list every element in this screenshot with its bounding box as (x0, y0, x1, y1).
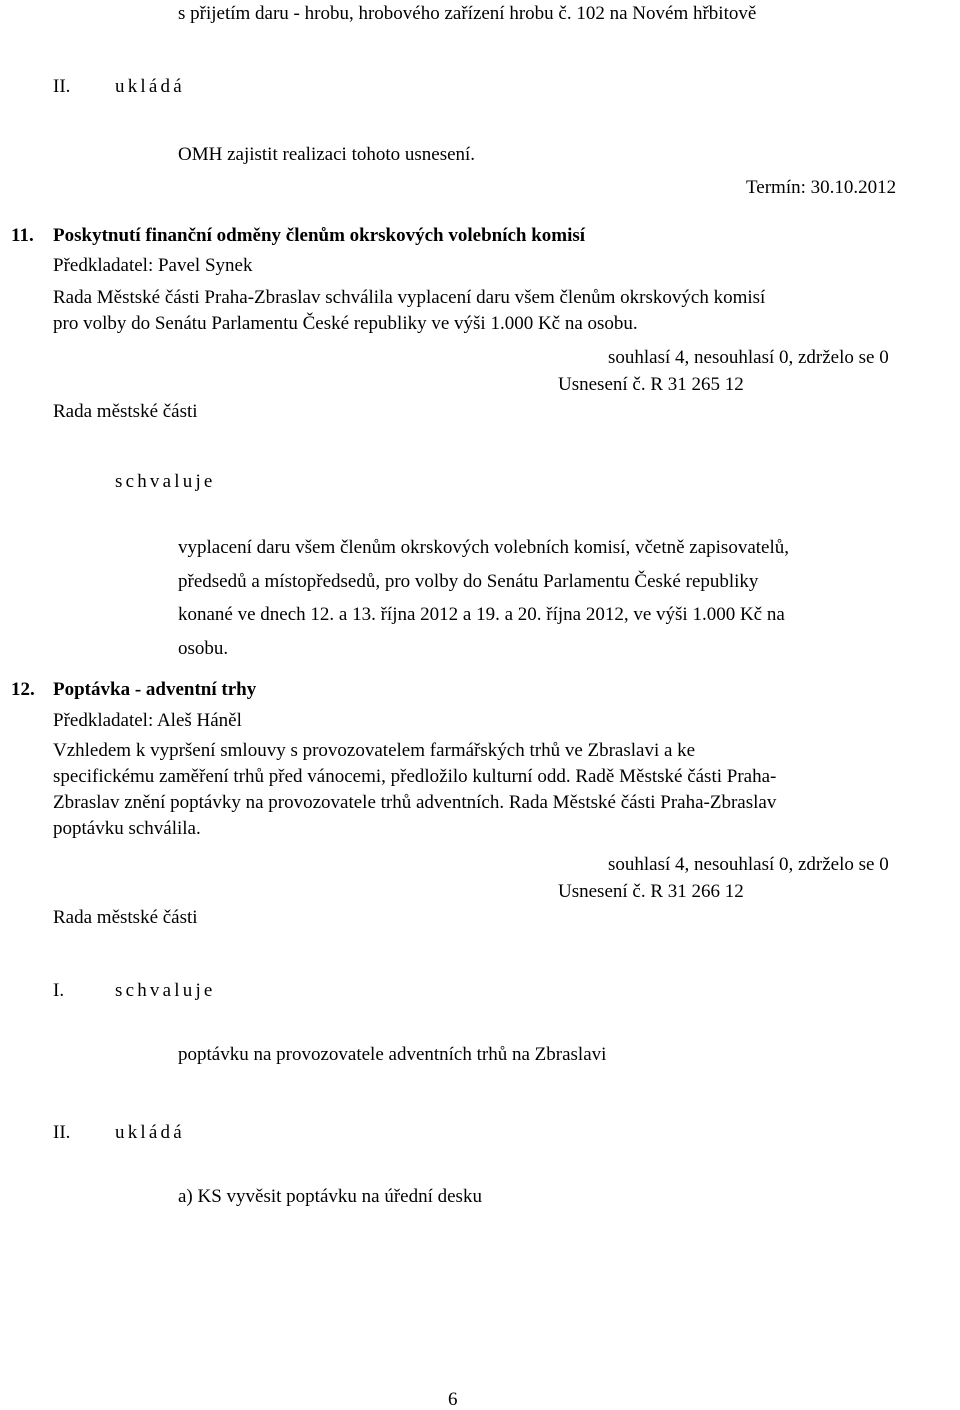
section-12-ii-text: a) KS vyvěsit poptávku na úřední desku (178, 1186, 482, 1207)
section-11-body-line-1: Rada Městské části Praha-Zbraslav schválila vyplacení daru všem členům okrskových komisí (53, 287, 766, 308)
section-11-resolution-number: Usnesení č. R 31 265 12 (558, 374, 744, 395)
section-11-number: 11. (11, 225, 34, 246)
section-12-body-line-2: specifickému zaměření trhů před vánocemi, předložilo kulturní odd. Radě Městské části Praha- (53, 766, 777, 787)
section-12-vote: souhlasí 4, nesouhlasí 0, zdrželo se 0 (608, 854, 889, 875)
section-12-ii-number: II. (53, 1122, 71, 1143)
page-number: 6 (448, 1389, 458, 1410)
section-11-council: Rada městské části (53, 401, 198, 422)
section-11-decision-line-2: předsedů a místopředsedů, pro volby do Senátu Parlamentu České republiky (178, 571, 759, 592)
section-11-vote: souhlasí 4, nesouhlasí 0, zdrželo se 0 (608, 347, 889, 368)
section-11-title: Poskytnutí finanční odměny členům okrskových volebních komisí (53, 225, 586, 246)
section-12-title: Poptávka - adventní trhy (53, 679, 257, 700)
section-10-ii-number: II. (53, 76, 71, 97)
section-12-i-number: I. (53, 980, 65, 1001)
section-11-decision-line-1: vyplacení daru všem členům okrskových volebních komisí, včetně zapisovatelů, (178, 537, 789, 558)
section-11-body-line-2: pro volby do Senátu Parlamentu České republiky ve výši 1.000 Kč na osobu. (53, 313, 638, 334)
section-12-council: Rada městské části (53, 907, 198, 928)
section-12-ii-verb: ukládá (115, 1122, 185, 1143)
section-11-presenter: Předkladatel: Pavel Synek (53, 255, 253, 276)
section-10-deadline: Termín: 30.10.2012 (746, 177, 897, 198)
section-12-i-verb: schvaluje (115, 980, 216, 1001)
section-12-number: 12. (11, 679, 35, 700)
section-11-verb: schvaluje (115, 471, 216, 492)
section-12-body-line-3: Zbraslav znění poptávky na provozovatele trhů adventních. Rada Městské části Praha-Zbraslav (53, 792, 777, 813)
section-11-decision-line-3: konané ve dnech 12. a 13. října 2012 a 19. a 20. října 2012, ve výši 1.000 Kč na (178, 604, 785, 625)
section-12-body-line-1: Vzhledem k vypršení smlouvy s provozovatelem farmářských trhů ve Zbraslavi a ke (53, 740, 696, 761)
section-10-continuation-line: s přijetím daru - hrobu, hrobového zařízení hrobu č. 102 na Novém hřbitově (178, 3, 757, 24)
section-12-i-text: poptávku na provozovatele adventních trhů na Zbraslavi (178, 1044, 607, 1065)
section-12-body-line-4: poptávku schválila. (53, 818, 201, 839)
section-11-decision-line-4: osobu. (178, 638, 229, 659)
section-10-ii-verb: ukládá (115, 76, 185, 97)
section-12-presenter: Předkladatel: Aleš Háněl (53, 710, 242, 731)
section-12-resolution-number: Usnesení č. R 31 266 12 (558, 881, 744, 902)
section-10-ii-text: OMH zajistit realizaci tohoto usnesení. (178, 144, 476, 165)
